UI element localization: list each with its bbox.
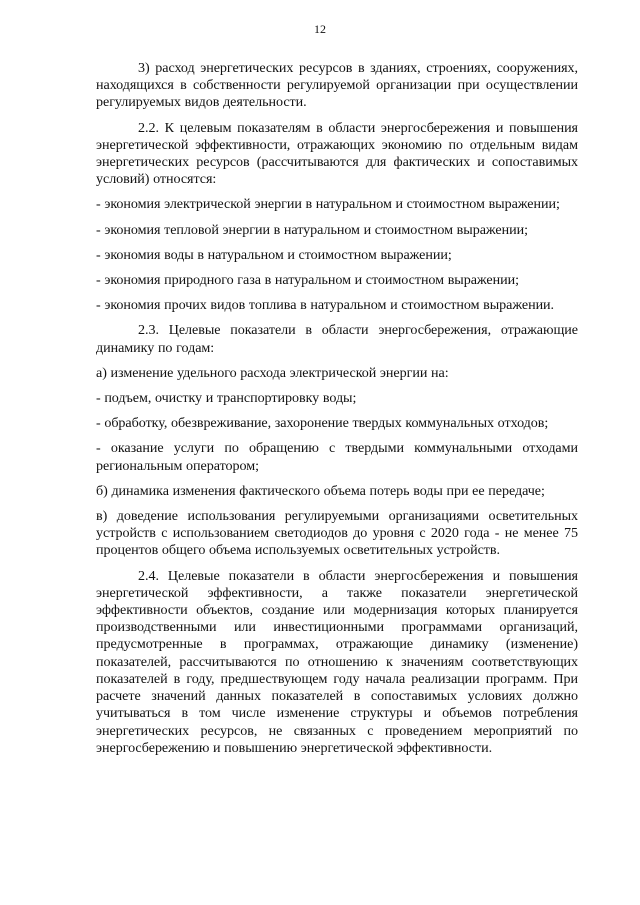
list-item-water-lift: - подъем, очистку и транспортировку воды;: [96, 390, 357, 407]
list-item-waste-processing: - обработку, обезвреживание, захоронение твердых коммунальных отходов;: [96, 415, 549, 432]
paragraph-section-2-4: 2.4. Целевые показатели в области энергосбережения и повышения энергетической эффективности, а также показатели энергетической эффективности объектов, создание или модернизация которых планируется производственными или инвестиционными программами организаций, предусмотренные в программах, отражающие динамику (изменение) показателей, рассчитываются по отношению к значениям соответствующих показателей в году, предшествующем году начала реализации программ. При расчете значений данных показателей в сопоставимых условиях должно учитываться в том числе изменение структуры и объемов потребления энергетических ресурсов, не связанных с проведением мероприятий по энергосбережению и повышению энергетической эффективности.: [96, 567, 578, 756]
list-item-a: а) изменение удельного расхода электрической энергии на:: [96, 364, 449, 381]
page-number: 12: [314, 22, 326, 36]
list-item-gas-savings: - экономия природного газа в натуральном и стоимостном выражении;: [96, 272, 519, 289]
paragraph-section-2-3: 2.3. Целевые показатели в области энергосбережения, отражающие динамику по годам:: [96, 322, 578, 356]
list-item-waste-operator: - оказание услуги по обращению с твердыми коммунальными отходами региональным оператором;: [96, 440, 578, 474]
list-item-b: б) динамика изменения фактического объема потерь воды при ее передаче;: [96, 482, 545, 499]
list-item-v: в) доведение использования регулируемыми организациями осветительных устройств с использованием светодиодов до уровня с 2020 года - не менее 75 процентов общего объема используемых осветительных устройств.: [96, 508, 578, 559]
list-item-water-savings: - экономия воды в натуральном и стоимостном выражении;: [96, 246, 452, 263]
paragraph-item-3: 3) расход энергетических ресурсов в зданиях, строениях, сооружениях, находящихся в собственности регулируемой организации при осуществлении регулируемых видов деятельности.: [96, 60, 578, 111]
list-item-other-fuel-savings: - экономия прочих видов топлива в натуральном и стоимостном выражении.: [96, 297, 555, 314]
list-item-electricity-savings: - экономия электрической энергии в натуральном и стоимостном выражении;: [96, 196, 560, 213]
paragraph-section-2-2: 2.2. К целевым показателям в области энергосбережения и повышения энергетической эффективности, отражающих экономию по отдельным видам энергетических ресурсов (рассчитываются для фактических и сопоставимых условий) относятся:: [96, 119, 578, 188]
list-item-heat-savings: - экономия тепловой энергии в натуральном и стоимостном выражении;: [96, 221, 528, 238]
document-body: [96, 60, 578, 765]
